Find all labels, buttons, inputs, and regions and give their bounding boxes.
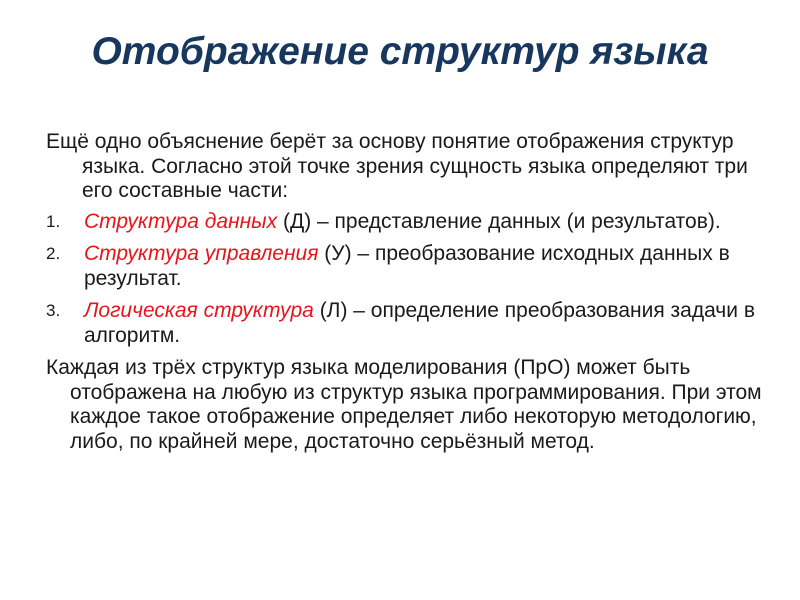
- list-item-term: Структура управления: [84, 242, 319, 265]
- slide-title: Отображение структур языка: [91, 30, 709, 73]
- conclusion-paragraph: Каждая из трёх структур языка моделирования (ПрО) может быть отображена на любую из структур языка программирования. При этом каждое такое отображение определяет либо некоторую методологию, либо, по крайней мере, достаточно серьёзный метод.: [46, 356, 762, 453]
- slide-body: [46, 130, 766, 454]
- list-item-number: 2.: [46, 244, 61, 263]
- list-item-term: Логическая структура: [84, 299, 314, 322]
- list-item-description: (У) – преобразование исходных данных в результат.: [84, 242, 730, 290]
- list-item-description: (Л) – определение преобразования задачи в алгоритм.: [84, 299, 755, 347]
- list-item-description: (Д) – представление данных (и результатов).: [277, 209, 721, 233]
- list-item-number: 1.: [46, 211, 61, 231]
- list-item-term: Структура данных: [84, 209, 278, 233]
- list-item-logical-structure: [46, 299, 766, 348]
- list-item-data-structure: [46, 210, 766, 235]
- structure-list: [46, 210, 766, 349]
- list-item-control-structure: [46, 242, 766, 291]
- intro-paragraph: Ещё одно объяснение берёт за основу понятие отображения структур языка. Согласно этой точке зрения сущность языка определяют три его составные части:: [46, 130, 748, 202]
- list-item-number: 3.: [46, 301, 61, 320]
